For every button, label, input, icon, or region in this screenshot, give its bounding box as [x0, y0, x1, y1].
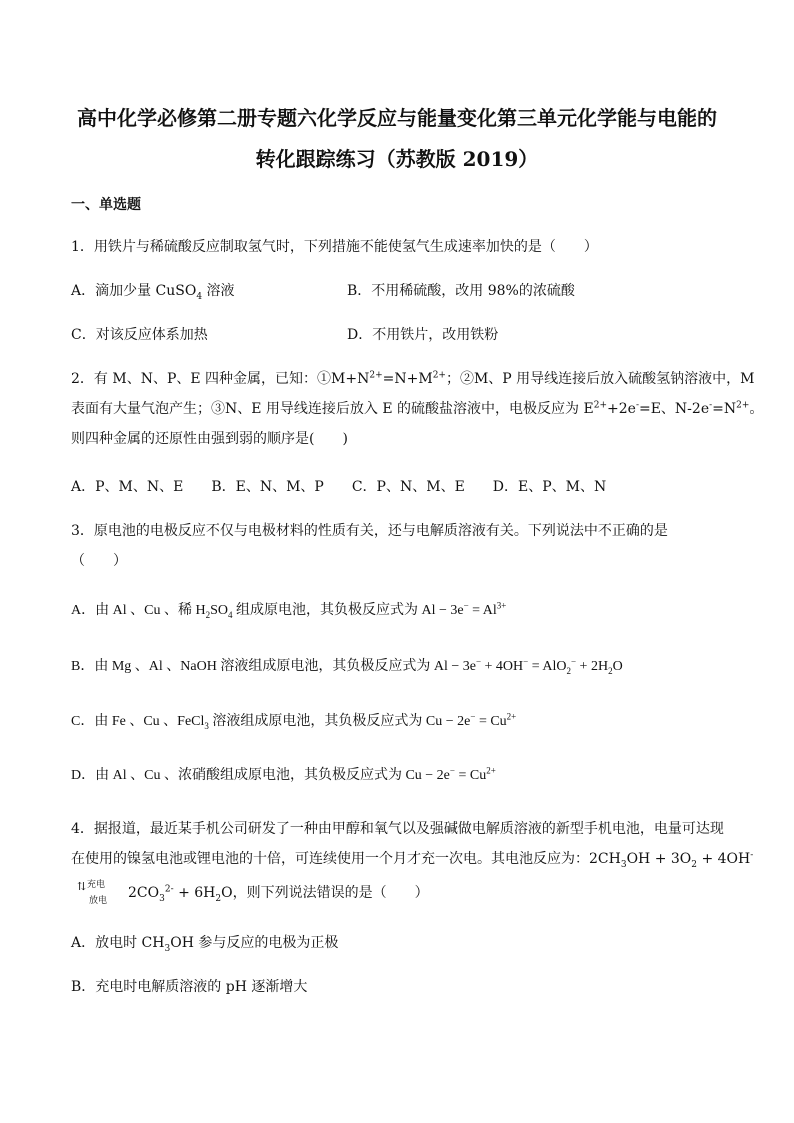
q1-option-b: B．不用稀硫酸，改用 98%的浓硫酸 [347, 283, 575, 299]
q1-option-d: D．不用铁片，改用铁粉 [347, 327, 499, 343]
q1-stem: 1．用铁片与稀硫酸反应制取氢气时，下列措施不能使氢气生成速率加快的是（ ） [71, 239, 598, 255]
reversible-reaction-arrow [75, 880, 125, 906]
q2-stem-line-1: 2．有 M、N、P、E 四种金属，已知：$①M+N^{2+}=N+M^{2+}$；②M、P 用导线连接后放入硫酸氢钠溶液中，M [71, 370, 755, 387]
section-heading: 一、单选题 [71, 197, 141, 213]
q3-stem-line-1: 3．原电池的电极反应不仅与电极材料的性质有关，还与电解质溶液有关。下列说法中不正确的是 [71, 523, 668, 539]
arrow-label-charge: 充电 [87, 880, 106, 890]
q2-stem-line-2: 表面有大量气泡产生；③N、E 用导线连接后放入 E 的硫酸盐溶液中，电极反应为 $E^{2+}+2e^-=E$、$N-2e^-=N^{2+}$。 [71, 400, 764, 417]
q3-option-b: B．由 Mg 、Al 、NaOH 溶液组成原电池，其负极反应式为 $Al - 3e^- + 4OH^- = AlO_2^- + 2H_2O$ [71, 656, 623, 676]
q4-stem-line-1: 4．据报道，最近某手机公司研发了一种由甲醇和氧气以及强碱做电解质溶液的新型手机电池，电量可达现 [71, 821, 724, 837]
q4-option-a: A．放电时 $CH_3OH$ 参与反应的电极为正极 [71, 935, 339, 954]
q3-option-a: A．由 Al 、Cu 、稀 $H_2SO_4$ 组成原电池，其负极反应式为 $Al - 3e^- = Al^{3+}$ [71, 600, 507, 620]
q3-stem-line-2: （ ） [71, 553, 127, 569]
q3-option-d: D．由 Al 、Cu 、浓硝酸组成原电池，其负极反应式为 $Cu - 2e^- = Cu^{2+}$ [71, 765, 496, 783]
q1-option-a: A．滴加少量 CuSO$_4$ 溶液 [71, 283, 235, 302]
double-arrow-icon: ⇅ [77, 880, 87, 893]
arrow-label-discharge: 放电 [89, 896, 108, 906]
q3-option-c: C．由 Fe 、Cu 、FeCl$_3$ 溶液组成原电池，其负极反应式为 $Cu - 2e^- = Cu^{2+}$ [71, 711, 517, 731]
q4-stem-line-3: $2CO_3^{2-} + 6H_2O$，则下列说法错误的是（ ） [128, 884, 429, 904]
document-title-line-1: 高中化学必修第二册专题六化学反应与能量变化第三单元化学能与电能的 [77, 106, 717, 130]
q2-options: A．P、M、N、E B．E、N、M、P C．P、N、M、E D．E、P、M、N [71, 479, 607, 495]
q4-option-b: B．充电时电解质溶液的 pH 逐渐增大 [71, 979, 308, 995]
document-title-line-2: 转化跟踪练习（苏教版 2019） [255, 147, 539, 171]
q4-stem-line-2: 在使用的镍氢电池或锂电池的十倍，可连续使用一个月才充一次电。其电池反应为：$2CH_3OH + 3O_2 + 4OH^-$ [71, 850, 754, 870]
q1-option-c: C．对该反应体系加热 [71, 327, 208, 343]
q2-stem-line-3: 则四种金属的还原性由强到弱的顺序是( ) [71, 431, 348, 447]
